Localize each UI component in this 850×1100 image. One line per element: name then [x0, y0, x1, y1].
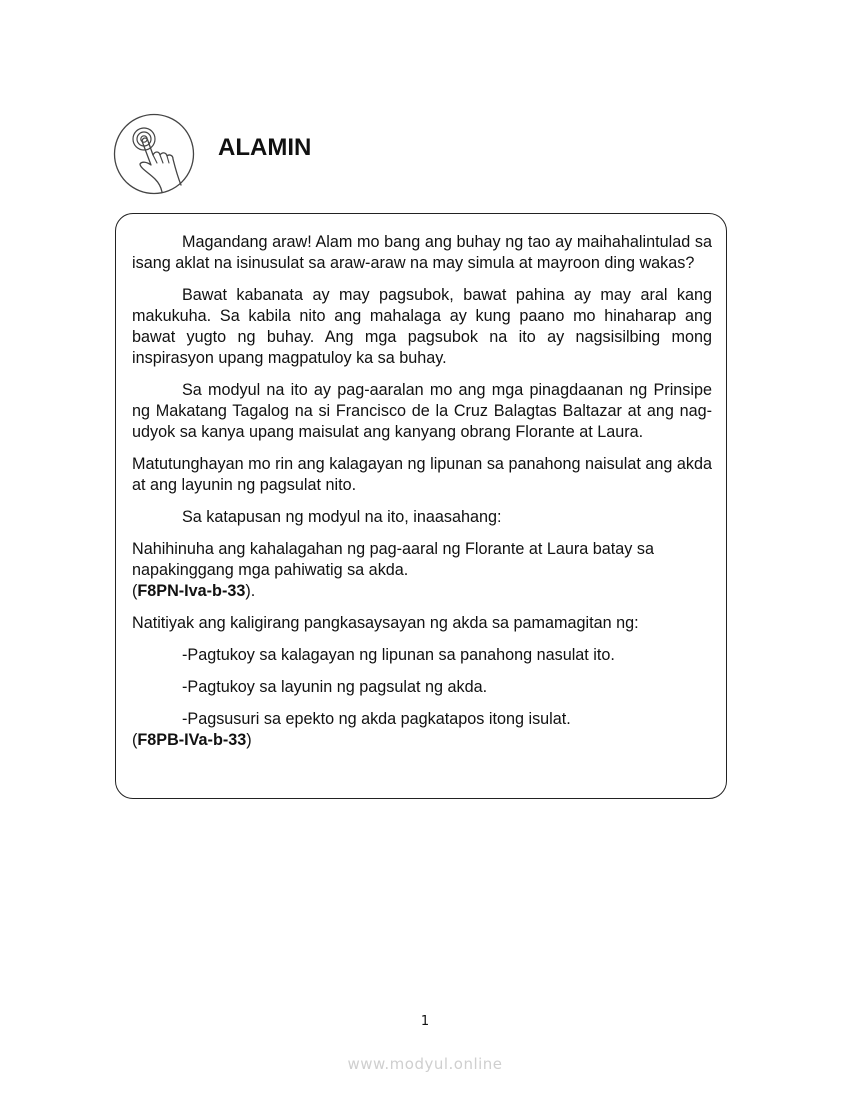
page-number: 1	[420, 1014, 430, 1029]
section-title: ALAMIN	[218, 134, 312, 161]
paragraph-society: Matutunghayan mo rin ang kalagayan ng lipunan sa panahong naisulat ang akda at ang layunin ng pagsulat nito.	[132, 455, 712, 494]
paragraph-intro: Magandang araw! Alam mo bang ang buhay ng tao ay maihahalintulad sa isang aklat na isinusulat sa araw-araw na may simula at mayroon ding wakas?	[132, 233, 712, 272]
objective-2: Natitiyak ang kaligirang pangkasaysayan ng akda sa pamamagitan ng:	[132, 614, 639, 632]
objective-1-code-line: (F8PN-Iva-b-33).	[132, 582, 256, 600]
competency-code-1: F8PN-Iva-b-33	[137, 582, 246, 600]
bullet-item: -Pagsusuri sa epekto ng akda pagkatapos itong isulat.	[182, 710, 571, 728]
objective-1	[132, 539, 712, 602]
hand-pointer-icon	[113, 113, 195, 195]
watermark: www.modyul.online	[347, 1055, 503, 1073]
objective-2-code-line: (F8PB-IVa-b-33)	[132, 731, 252, 749]
bullet-item: -Pagtukoy sa kalagayan ng lipunan sa panahong nasulat ito.	[182, 646, 615, 664]
content-body	[132, 232, 712, 762]
competency-code-2: F8PB-IVa-b-33	[137, 731, 247, 749]
bullet-item: -Pagtukoy sa layunin ng pagsulat ng akda.	[182, 678, 488, 696]
paragraph-chapters: Bawat kabanata ay may pagsubok, bawat pahina ay may aral kang makukuha. Sa kabila nito ang mahalaga ay kung paano mo hinaharap ang bawat yugto ng buhay. Ang mga pagsubok na ito ay nagsisilbing mong inspirasyon upang magpatuloy ka sa buhay.	[132, 286, 712, 367]
paragraph-expectations: Sa katapusan ng modyul na ito, inaasahang:	[182, 508, 502, 526]
objective-1-text: Nahihinuha ang kahalagahan ng pag-aaral ng Florante at Laura batay sa napakinggang mga pahiwatig sa akda.	[132, 540, 654, 579]
paragraph-module: Sa modyul na ito ay pag-aaralan mo ang mga pinagdaanan ng Prinsipe ng Makatang Tagalog na si Francisco de la Cruz Balagtas Baltazar at ang nag-udyok sa kanya upang maisulat ang kanyang obrang Florante at Laura.	[132, 381, 712, 441]
